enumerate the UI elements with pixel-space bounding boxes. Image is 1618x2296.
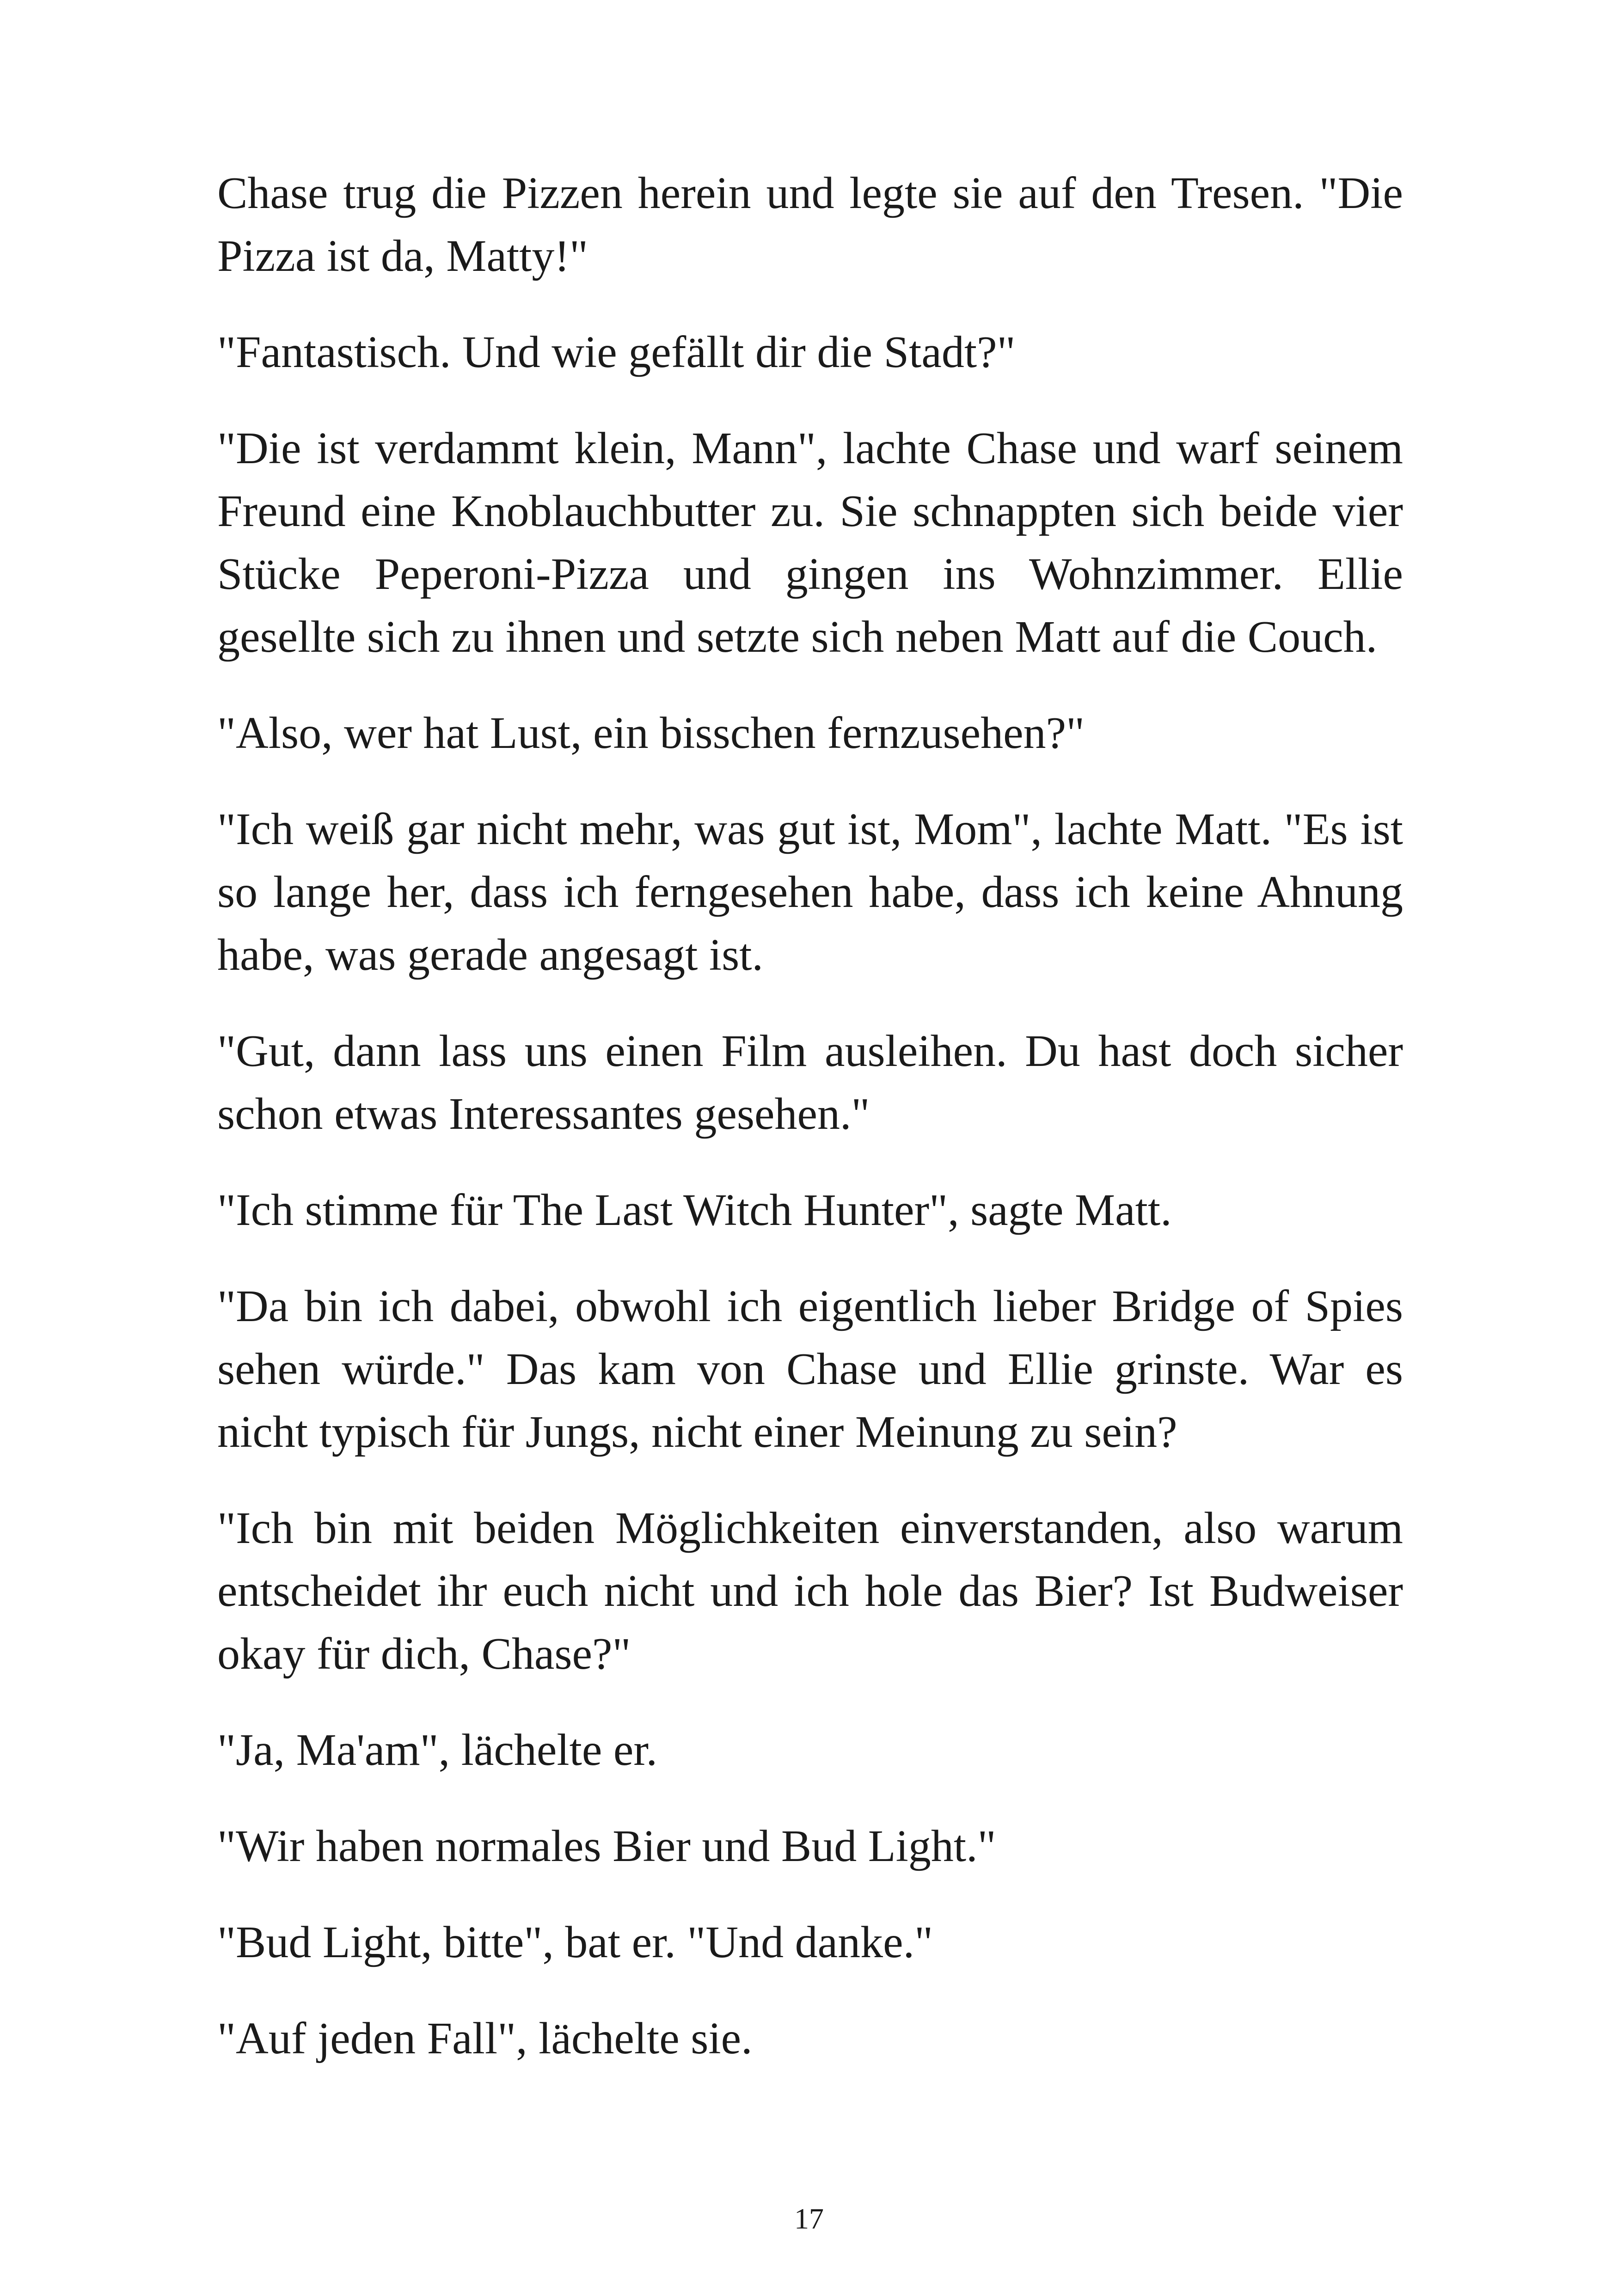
paragraph-3: "Die ist verdammt klein, Mann", lachte Chase und warf seinem Freund eine Knoblauchbutter zu. Sie schnappten sich beide vier Stücke Peperoni-Pizza und gingen ins Wohnzimmer. Ellie gesellte sich zu ihnen und setzte sich neben Matt auf die Couch. — [217, 423, 1403, 662]
paragraph-7: "Ich stimme für The Last Witch Hunter", sagte Matt. — [217, 1185, 1172, 1235]
paragraph-2: "Fantastisch. Und wie gefällt dir die Stadt?" — [217, 327, 1016, 377]
page-body — [217, 162, 1403, 2103]
paragraph-12: "Bud Light, bitte", bat er. "Und danke." — [217, 1917, 933, 1967]
paragraph-9: "Ich bin mit beiden Möglichkeiten einverstanden, also warum entscheidet ihr euch nicht und ich hole das Bier? Ist Budweiser okay für dich, Chase?" — [217, 1503, 1403, 1679]
paragraph-11: "Wir haben normales Bier und Bud Light." — [217, 1821, 996, 1871]
paragraph-8: "Da bin ich dabei, obwohl ich eigentlich lieber Bridge of Spies sehen würde." Das kam von Chase und Ellie grinste. War es nicht typisch für Jungs, nicht einer Meinung zu sein? — [217, 1281, 1403, 1457]
paragraph-1: Chase trug die Pizzen herein und legte sie auf den Tresen. "Die Pizza ist da, Matty!" — [217, 168, 1403, 281]
paragraph-10: "Ja, Ma'am", lächelte er. — [217, 1725, 658, 1775]
paragraph-13: "Auf jeden Fall", lächelte sie. — [217, 2014, 753, 2063]
paragraph-4: "Also, wer hat Lust, ein bisschen fernzusehen?" — [217, 708, 1085, 758]
page-number: 17 — [794, 2202, 824, 2235]
paragraph-5: "Ich weiß gar nicht mehr, was gut ist, Mom", lachte Matt. "Es ist so lange her, dass ich ferngesehen habe, dass ich keine Ahnung habe, was gerade angesagt ist. — [217, 804, 1403, 980]
paragraph-6: "Gut, dann lass uns einen Film ausleihen. Du hast doch sicher schon etwas Interessantes gesehen." — [217, 1026, 1403, 1139]
